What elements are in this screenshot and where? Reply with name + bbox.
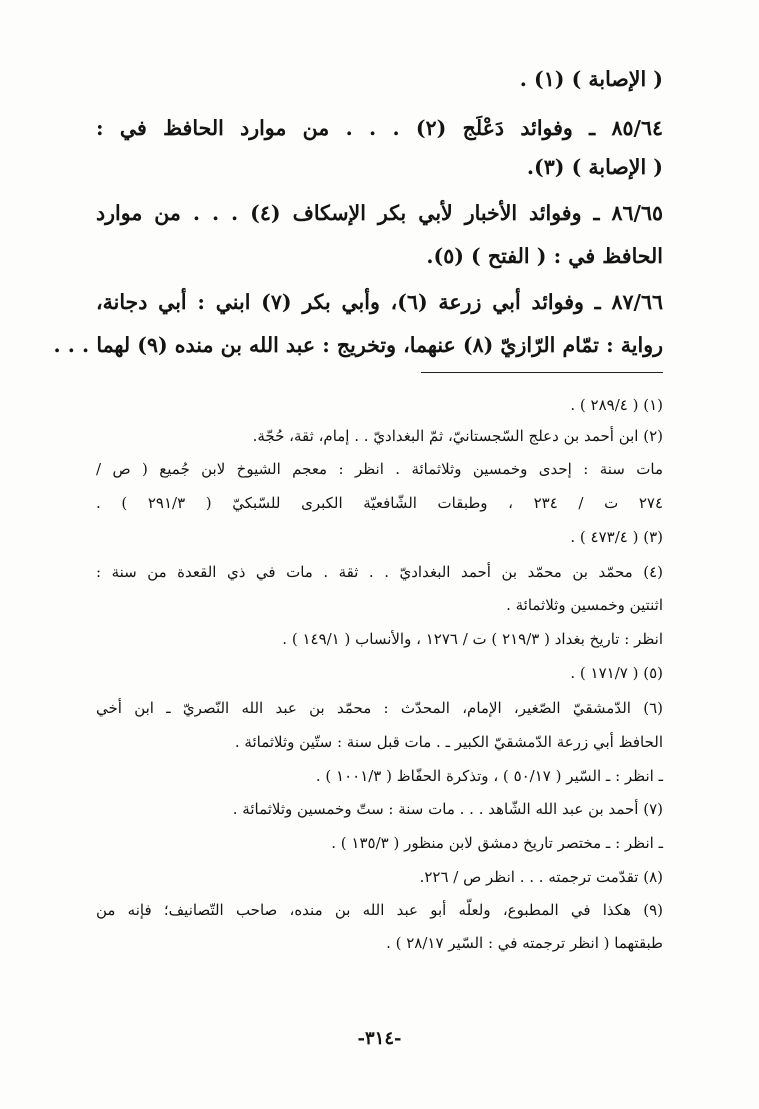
footnote-separator — [421, 372, 663, 373]
footnote-line-9: (٥) ( ١٧١/٧ ) . — [570, 664, 663, 682]
footnote-line-16: (٩) هكذا في المطبوع، ولعلّه أبو عبد الله بن منده، صاحب التّصانيف؛ فإنه من — [96, 901, 663, 919]
footnote-line-15: (٨) تقدّمت ترجمته . . . انظر ص / ٢٢٦. — [419, 868, 663, 886]
footnote-line-7: اثنتين وخمسين وثلاثمائة . — [506, 596, 663, 614]
main-text-line-2: ٨٥/٦٤ ـ وفوائد دَعْلَج (٢) . . . من موارد الحافظ في : — [96, 116, 663, 140]
footnote-line-5: (٣) ( ٤٧٣/٤ ) . — [570, 528, 663, 546]
footnote-line-14: ـ انظر : ـ مختصر تاريخ دمشق لابن منظور ( ١٣٥/٣ ) . — [331, 834, 663, 852]
footnote-line-13: (٧) أحمد بن عبد الله الشّاهد . . . مات سنة : ستّ وخمسين وثلاثمائة . — [232, 800, 663, 818]
footnote-line-3: مات سنة : إحدى وخمسين وثلاثمائة . انظر : معجم الشيوخ لابن جُميع ( ص / — [96, 460, 663, 478]
footnote-line-4: ٢٧٤ ت / ٢٣٤ ، وطبقات الشّافعيّة الكبرى للسّبكيّ ( ٢٩١/٣ ) . — [96, 494, 663, 512]
main-text-line-7: رواية : تمّام الرّازيّ (٨) عنهما، وتخريج : عبد الله بن منده (٩) لهما . . . — [53, 333, 663, 357]
main-text-line-1: ( الإصابة ) (١) . — [519, 67, 663, 91]
page-number: -٣١٤- — [357, 1028, 402, 1049]
main-text-line-4: ٨٦/٦٥ ـ وفوائد الأخبار لأبي بكر الإسكاف (٤) . . . من موارد — [96, 201, 663, 225]
main-text-line-3: ( الإصابة ) (٣). — [526, 155, 663, 179]
footnote-line-6: (٤) محمّد بن محمّد بن أحمد البغداديّ . . ثقة . مات في ذي القعدة من سنة : — [96, 563, 663, 581]
footnote-line-1: (١) ( ٢٨٩/٤ ) . — [570, 396, 663, 414]
footnote-line-11: الحافظ أبي زرعة الدّمشقيّ الكبير ـ . مات قبل سنة : ستّين وثلاثمائة . — [234, 733, 663, 751]
footnote-line-8: انظر : تاريخ بغداد ( ٢١٩/٣ ) ت / ١٢٧٦ ، والأنساب ( ١٤٩/١ ) . — [282, 630, 663, 648]
footnote-line-12: ـ انظر : ـ السّير ( ٥٠/١٧ ) ، وتذكرة الحفّاظ ( ١٠٠١/٣ ) . — [315, 767, 663, 785]
footnote-line-2: (٢) ابن أحمد بن دعلج السّجستانيّ، ثمّ البغداديّ . . إمام، ثقة، حُجّة. — [252, 427, 663, 445]
main-text-line-5: الحافظ في : ( الفتح ) (٥). — [426, 244, 663, 268]
footnote-line-10: (٦) الدّمشقيّ الصّغير، الإمام، المحدّث : محمّد بن عبد الله النّصريّ ـ ابن أخي — [96, 699, 663, 717]
main-text-line-6: ٨٧/٦٦ ـ وفوائد أبي زرعة (٦)، وأبي بكر (٧) ابني : أبي دجانة، — [96, 290, 663, 314]
footnote-line-17: طبقتهما ( انظر ترجمته في : السّير ٢٨/١٧ ) . — [386, 934, 663, 952]
